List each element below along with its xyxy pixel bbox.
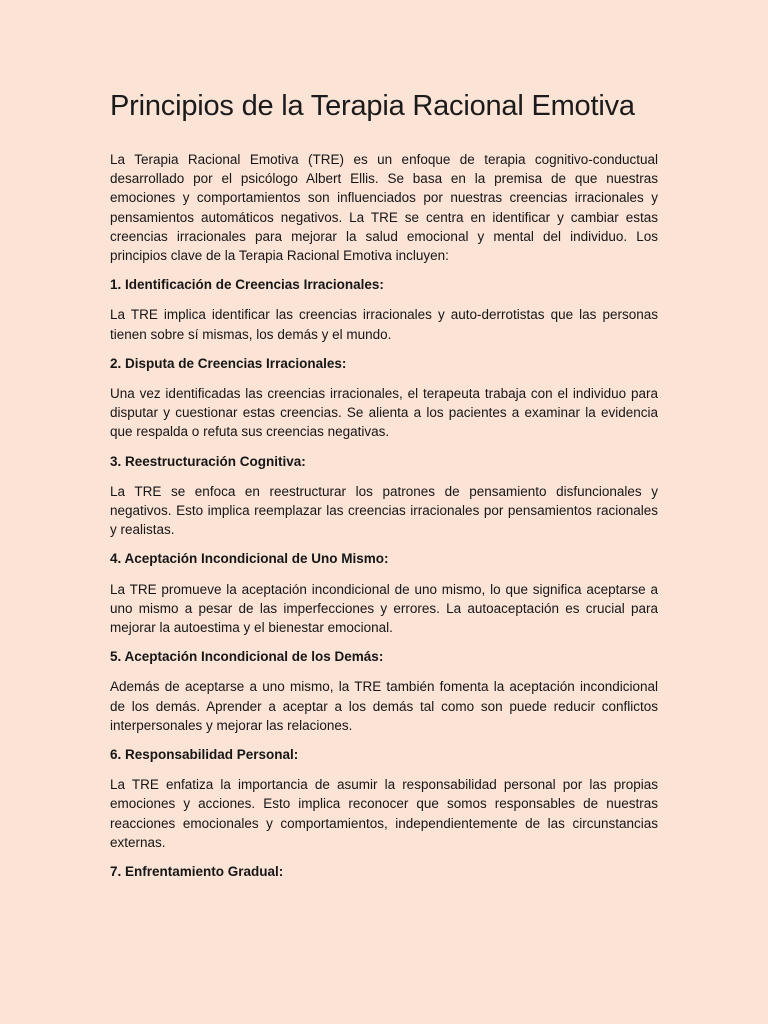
section-body: La TRE se enfoca en reestructurar los patrones de pensamiento disfuncionales y negativos. Esto implica reemplazar las creencias irracionales por pensamientos racionales y realistas. [110, 483, 658, 538]
document-title: Principios de la Terapia Racional Emotiva [110, 90, 635, 122]
section-body: La TRE implica identificar las creencias irracionales y auto-derrotistas que las personas tienen sobre sí mismas, los demás y el mundo. [110, 307, 658, 342]
intro-paragraph: La Terapia Racional Emotiva (TRE) es un enfoque de terapia cognitivo-conductual desarrollado por el psicólogo Albert Ellis. Se basa en la premisa de que nuestras emociones y comportamientos son influenciados por nuestras creencias irracionales y pensamientos automáticos negativos. La TRE se centra en identificar y cambiar estas creencias irracionales para mejorar la salud emocional y mental del individuo. Los principios clave de la Terapia Racional Emotiva incluyen: [110, 152, 658, 264]
section-body: Una vez identificadas las creencias irracionales, el terapeuta trabaja con el individuo para disputar y cuestionar estas creencias. Se alienta a los pacientes a examinar la evidencia que respalda o refuta sus creencias negativas. [110, 386, 658, 440]
section-heading: 5. Aceptación Incondicional de los Demás: [110, 649, 384, 665]
section-heading: 1. Identificación de Creencias Irracionales: [110, 277, 384, 293]
section-body: La TRE promueve la aceptación incondicional de uno mismo, lo que significa aceptarse a uno mismo a pesar de las imperfecciones y errores. La autoaceptación es crucial para mejorar la autoestima y el bienestar emocional. [110, 581, 658, 636]
section-body: La TRE enfatiza la importancia de asumir la responsabilidad personal por las propias emociones y acciones. Esto implica reconocer que somos responsables de nuestras reacciones emocionales y comportamientos, independientemente de las circunstancias externas. [110, 777, 658, 850]
section-heading: 7. Enfrentamiento Gradual: [110, 864, 284, 880]
section-body: Además de aceptarse a uno mismo, la TRE también fomenta la aceptación incondicional de los demás. Aprender a aceptar a los demás tal como son puede reducir conflictos interpersonales y mejorar las relaciones. [110, 679, 658, 733]
section-heading: 6. Responsabilidad Personal: [110, 747, 299, 763]
section-heading: 3. Reestructuración Cognitiva: [110, 453, 306, 469]
section-heading: 2. Disputa de Creencias Irracionales: [110, 355, 347, 371]
section-heading: 4. Aceptación Incondicional de Uno Mismo: [110, 551, 389, 567]
